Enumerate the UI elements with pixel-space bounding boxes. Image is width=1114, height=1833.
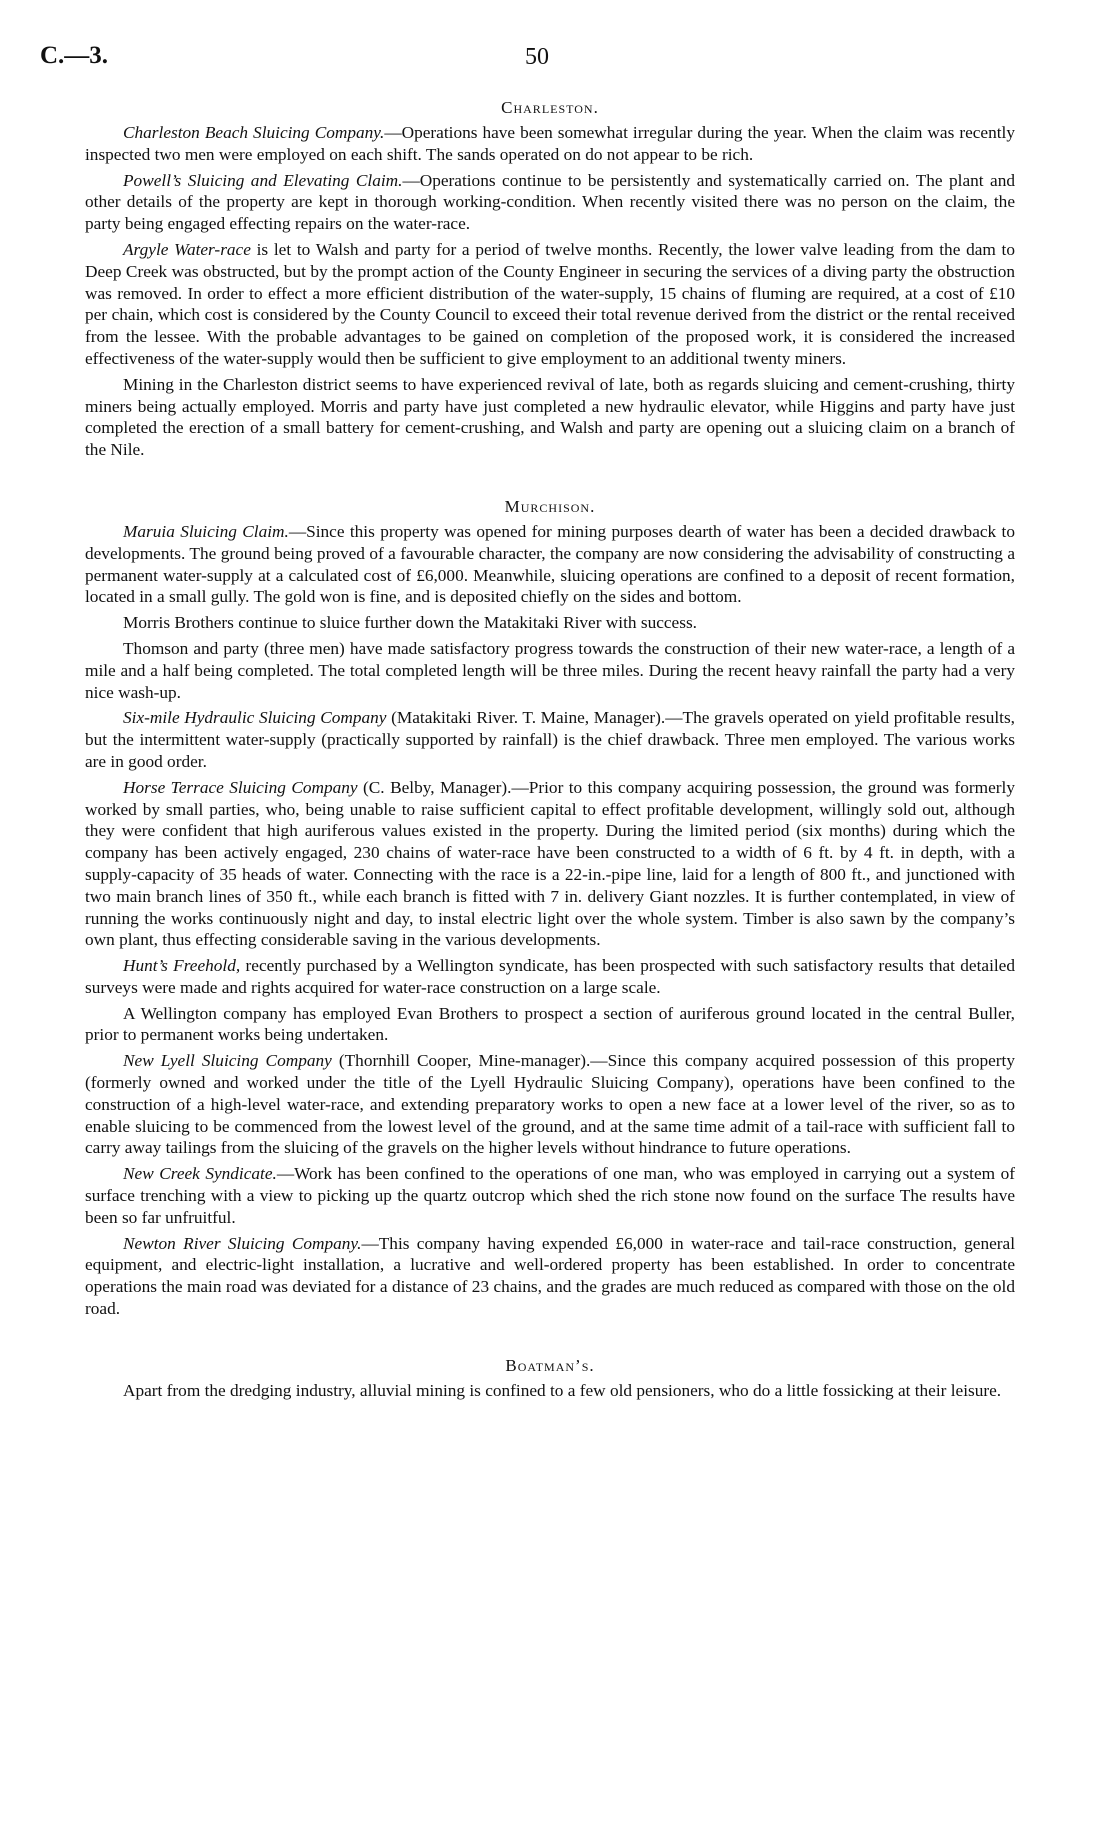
paragraph-lead: Six-mile Hydraulic Sluicing Company [123,708,387,728]
section-heading: Murchison. [504,496,596,516]
paragraph [85,638,1015,703]
paragraph-text: —Operations continue to be persistently and systematically carried on. The plant and other details of the property are kept in thorough working-condition. When recently visited there was no person on the claim, the party being engaged effecting repairs on the water-race. [85,170,1015,234]
paragraph-text: (Matakitaki River. T. Maine, Manager).—The gravels operated on yield profitable results, but the intermittent water-supply (practically supported by rainfall) is the chief drawback. Three men employed. The various works are in good order. [85,708,1015,771]
paragraph-lead: Newton River Sluicing Company. [123,1233,362,1253]
paragraph [85,612,1015,634]
paragraph-text: —This company having expended £6,000 in water-race and tail-race construction, general equipment, and electric-light installation, a lucrative and well-ordered property has been established. In order to concentrate operations the main road was deviated for a distance of 23 chains, and the grades are much reduced as compared with those on the old road. [85,1233,1015,1319]
paragraph [85,1380,1015,1402]
paragraph [85,777,1015,951]
paragraph [85,1003,1015,1047]
paragraph-lead: Hunt’s Freehold, [123,956,241,976]
paragraph-text: Morris Brothers continue to sluice further down the Matakitaki River with success. [123,613,697,633]
paragraph-text: (C. Belby, Manager).—Prior to this company acquiring possession, the ground was formerly worked by small parties, who, being unable to raise sufficient capital to effect profitable development, willingly sold out, although they were confident that high auriferous values existed in the property. During the limited period (six months) during which the company has been actively engaged, 230 chains of water-race have been constructed to a width of 6 ft. by 4 ft. in depth, with a supply-capacity of 35 heads of water. Connecting with the race is a 22-in.-pipe line, laid for a length of 800 ft., and junctioned with two main branch lines of 350 ft., while each branch is fitted with 7 in. delivery Giant nozzles. It is further contemplated, in view of running the works continuously night and day, to instal electric light over the whole system. Timber is also sawn by the company’s own plant, thus effecting considerable saving in the various developments. [85,777,1015,950]
paragraph [85,374,1015,461]
paragraph-text: Apart from the dredging industry, alluvial mining is confined to a few old pensioners, who do a little fossicking at their leisure. [123,1380,1002,1400]
paragraph [85,122,1015,166]
paragraph-text: A Wellington company has employed Evan Brothers to prospect a section of auriferous ground located in the central Buller, prior to permanent works being undertaken. [85,1003,1015,1045]
document-body [85,98,1015,1406]
paragraph [85,1163,1015,1228]
paragraph-lead: New Creek Syndicate. [123,1164,277,1184]
paragraph-lead: Horse Terrace Sluicing Company [123,777,358,797]
paragraph [85,1050,1015,1159]
paragraph-text: recently purchased by a Wellington syndicate, has been prospected with such satisfactory results that detailed surveys were made and rights acquired for water-race construction on a large scale. [85,956,1015,997]
paragraph [85,707,1015,772]
paragraph-lead: Powell’s Sluicing and Elevating Claim. [123,170,403,190]
paragraph [85,239,1015,370]
section-heading: Charleston. [501,98,599,117]
document-reference: C.—3. [40,42,109,69]
paragraph [85,521,1015,608]
paragraph [85,1233,1015,1320]
paragraph-lead: Argyle Water-race [123,239,251,259]
paragraph-lead: Maruia Sluicing Claim. [123,521,289,541]
paragraph-text: Mining in the Charleston district seems to have experienced revival of late, both as regards sluicing and cement-crushing, thirty miners being actually employed. Morris and party have just completed a new hydraulic elevator, while Higgins and party have just completed the erection of a small battery for cement-crushing, and Walsh and party are opening out a sluicing claim on a branch of the Nile. [85,374,1015,460]
paragraph-text: —Since this property was opened for mining purposes dearth of water has been a decided drawback to developments. The ground being proved of a favourable character, the company are now considering the advisability of constructing a permanent water-supply at a calculated cost of £6,000. Meanwhile, sluicing operations are confined to a deposit of recent formation, located in a small gully. The gold won is fine, and is deposited chiefly on the sides and bottom. [85,521,1015,607]
page-number: 50 [525,44,549,70]
paragraph-text: —Operations have been somewhat irregular during the year. When the claim was recently inspected two men were employed on each shift. The sands operated on do not appear to be rich. [85,123,1015,164]
paragraph-text: Thomson and party (three men) have made satisfactory progress towards the construction of their new water-race, a length of a mile and a half being completed. The total completed length will be three miles. During the recent heavy rainfall the party had a very nice wash-up. [85,638,1015,702]
paragraph-lead: Charleston Beach Sluicing Company. [123,123,385,142]
paragraph [85,170,1015,235]
paragraph-text: is let to Walsh and party for a period of twelve months. Recently, the lower valve leading from the dam to Deep Creek was obstructed, but by the prompt action of the County Engineer in securing the services of a diving party the obstruction was removed. In order to effect a more efficient distribution of the water-supply, 15 chains of fluming are required, at a cost of £10 per chain, which cost is considered by the County Council to exceed their total revenue derived from the district or the rental received from the lessee. With the probable advantages to be gained on completion of the proposed work, it is considered the increased effectiveness of the water-supply would then be sufficient to give employment to an additional twenty miners. [85,239,1015,368]
paragraph-text: (Thornhill Cooper, Mine-manager).—Since this company acquired possession of this property (formerly owned and worked under the title of the Lyell Hydraulic Sluicing Company), operations have been confined to the construction of a high-level water-race, and extending preparatory works to open a new face at a lower level of the river, so as to enable sluicing to be commenced from the lowest level of the ground, and at the same time admit of a tail-race with sufficient fall to carry away tailings from the sluicing of the gravels on the higher levels without hindrance to future operations. [85,1051,1015,1158]
paragraph [85,955,1015,999]
paragraph-text: —Work has been confined to the operations of one man, who was employed in carrying out a system of surface trenching with a view to picking up the quartz outcrop which shed the rich stone now found on the surface The results have been so far unfruitful. [85,1164,1015,1227]
page-header [40,42,1074,82]
section-heading: Boatman’s. [505,1355,595,1375]
paragraph-lead: New Lyell Sluicing Company [123,1051,332,1071]
